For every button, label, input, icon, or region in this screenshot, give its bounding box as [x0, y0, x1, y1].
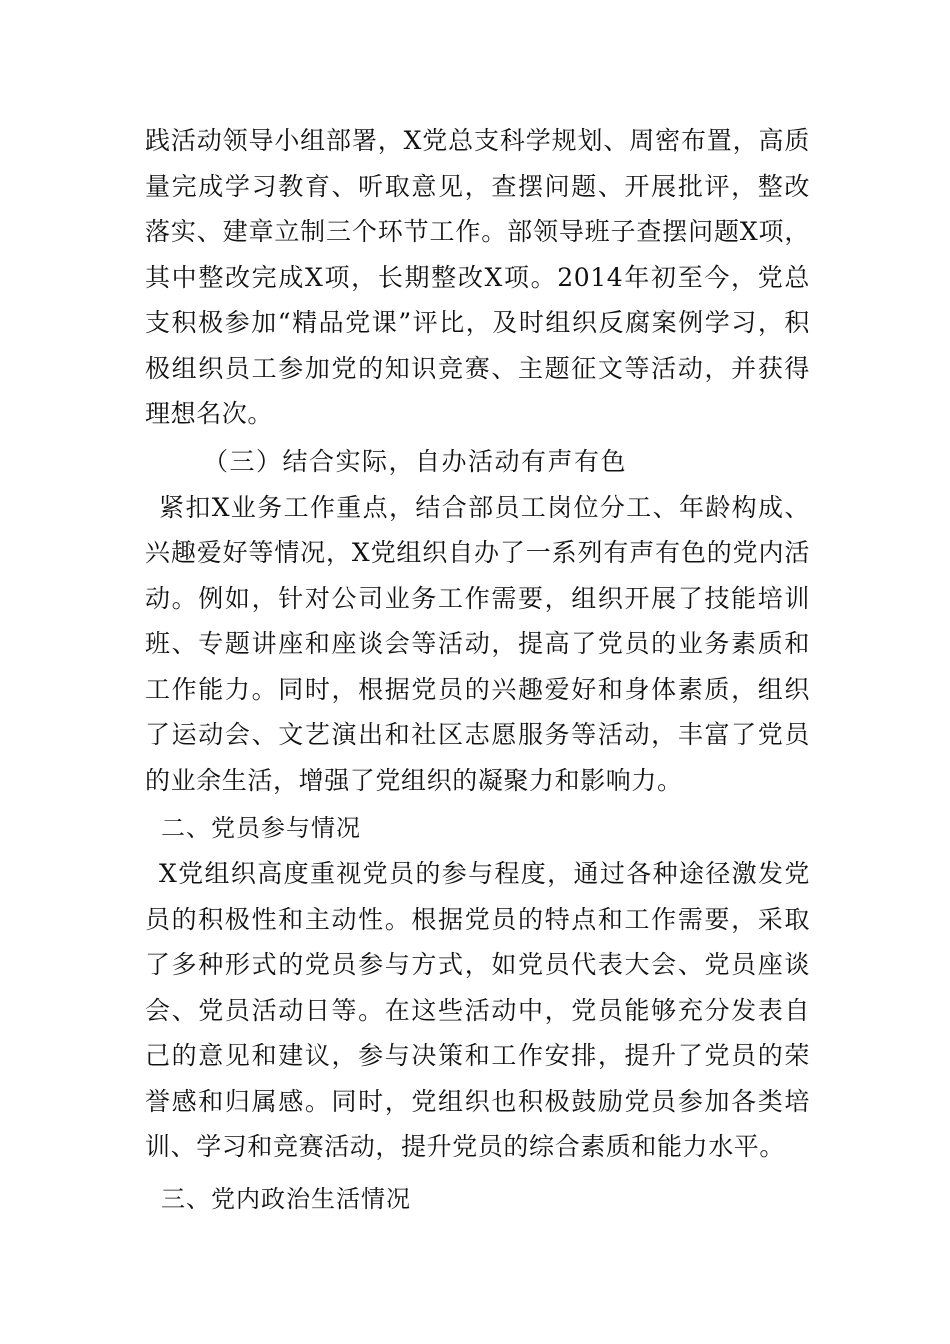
heading-political-life: 三、党内政治生活情况 — [161, 1184, 411, 1213]
paragraph-self-run-activities: 紧扣X业务工作重点，结合部员工岗位分工、年龄构成、兴趣爱好等情况，X党组织自办了一系列有声有色的党内活动。例如，针对公司业务工作需要，组织开展了技能培训班、专题讲座和座谈会等活动，提高了党员的业务素质和工作能力。同时，根据党员的兴趣爱好和身体素质，组织了运动会、文艺演出和社区志愿服务等活动，丰富了党员的业余生活，增强了党组织的凝聚力和影响力。 — [145, 492, 810, 795]
heading-member-participation: 二、党员参与情况 — [161, 814, 361, 842]
paragraph-practice-activities: 践活动领导小组部署，X党总支科学规划、周密布置，高质量完成学习教育、听取意见，查摆问题、开展批评，整改落实、建章立制三个环节工作。部领导班子查摆问题X项，其中整改完成X项，长期整改X项。2014年初至今，党总支积极参加“精品党课”评比，及时组织反腐案例学习，积极组织员工参加党的知识竞赛、主题征文等活动，并获得理想名次。 — [145, 126, 810, 428]
document-body — [145, 118, 810, 1222]
paragraph-member-participation: X党组织高度重视党员的参与程度，通过各种途径激发党员的积极性和主动性。根据党员的特点和工作需要，采取了多种形式的党员参与方式，如党员代表大会、党员座谈会、党员活动日等。在这些活动中，党员能够充分发表自己的意见和建议，参与决策和工作安排，提升了党员的荣誉感和归属感。同时，党组织也积极鼓励党员参加各类培训、学习和竞赛活动，提升党员的综合素质和能力水平。 — [145, 859, 810, 1161]
subheading-self-run-activities: （三）结合实际，自办活动有声有色 — [203, 446, 628, 476]
